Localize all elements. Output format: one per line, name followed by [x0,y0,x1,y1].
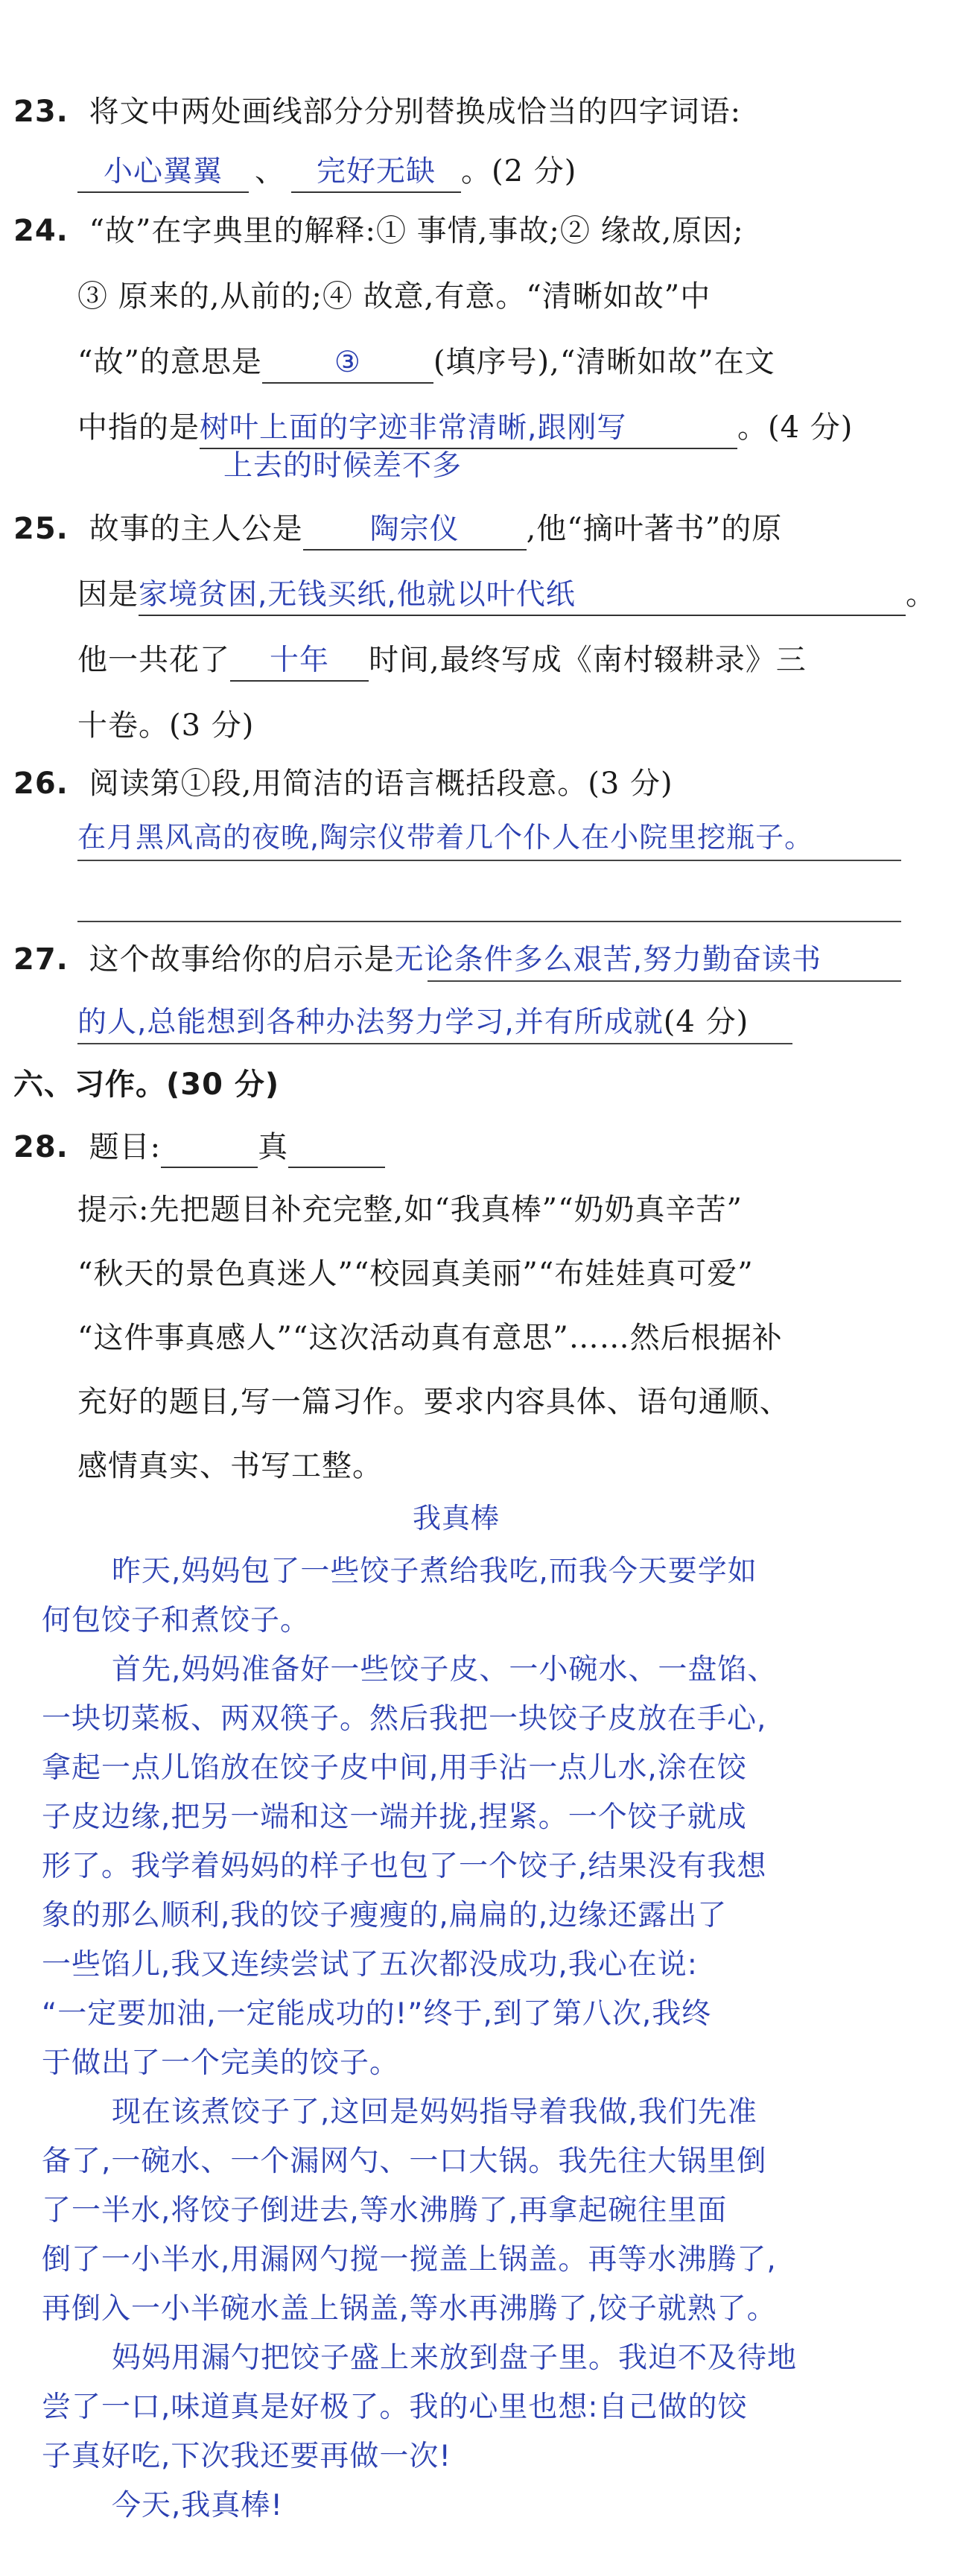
question-text: 十卷。(3 分) [77,708,255,743]
essay-line: 备了,一碗水、一个漏网勺、一口大锅。我先往大锅里倒 [42,2145,767,2178]
question-25-line3 [77,638,807,682]
question-text: 中指的是 [77,410,200,445]
essay-line: 今天,我真棒! [112,2489,284,2522]
title-blank [288,1128,385,1168]
answer-text: 无论条件多么艰苦,努力勤奋读书 [394,943,822,977]
essay-line: 了一半水,将饺子倒进去,等水沸腾了,再拿起碗往里面 [42,2194,728,2227]
essay-line: 子真好吃,下次我还要再做一次! [42,2440,452,2473]
question-text: 这个故事给你的启示是 [89,942,395,977]
essay-line: 尝了一口,味道真是好极了。我的心里也想:自己做的饺 [42,2391,748,2424]
question-text: “故”在字典里的解释:① 事情,事故;② 缘故,原因; [89,214,744,248]
essay-line: 首先,妈妈准备好一些饺子皮、一小碗水、一盘馅、 [112,1653,778,1687]
answer-rule [77,860,901,861]
essay-line: 拿起一点儿馅放在饺子皮中间,用手沾一点儿水,涂在饺 [42,1751,747,1785]
essay-line: 形了。我学着妈妈的样子也包了一个饺子,结果没有我想 [42,1850,767,1883]
answer-rule [77,921,901,922]
question-number: 27. [13,942,69,977]
answer-blank: 家境贫困,无钱买纸,他就以叶代纸 [139,576,906,616]
essay-line: “一定要加油,一定能成功的!”终于,到了第八次,我终 [42,1997,712,2031]
question-text: ,他“摘叶著书”的原 [526,512,783,546]
essay-line: 象的那么顺利,我的饺子瘦瘦的,扁扁的,边缘还露出了 [42,1899,728,1932]
answer-text: 的人,总能想到各种办法努力学习,并有所成就 [77,1006,664,1039]
separator: 、 [255,154,285,188]
answer-rule [77,1043,792,1044]
question-23 [13,89,741,134]
question-24-line3 [77,340,775,384]
essay-line: 子皮边缘,把另一端和这一端并拢,捏紧。一个饺子就成 [42,1801,747,1834]
answer-blank: 陶宗仪 [303,510,527,551]
question-number: 24. [13,214,69,248]
question-text: “故”的意思是 [77,345,262,379]
answer-blank: 树叶上面的字迹非常清晰,跟刚写 [200,409,737,449]
question-27-line2 [77,1000,749,1044]
essay-line: 一些馅儿,我又连续尝试了五次都没成功,我心在说: [42,1948,698,1982]
question-28 [13,1125,385,1170]
question-text: 阅读第①段,用简洁的语言概括段意。(3 分) [89,767,673,801]
question-25 [13,507,782,551]
question-24-line4 [77,405,853,450]
score-note: 。(2 分) [461,154,577,188]
section-heading: 六、习作。(30 分) [13,1067,280,1102]
essay-line: 于做出了一个完美的饺子。 [42,2046,400,2080]
question-number: 23. [13,95,69,129]
question-text: 因是 [77,577,139,612]
hint-line: 提示:先把题目补充完整,如“我真棒”“奶奶真辛苦” [77,1193,743,1227]
question-text: 题目: [89,1130,162,1164]
answer-blank: ③ [262,343,433,384]
essay-line: 一块切菜板、两双筷子。然后我把一块饺子皮放在手心, [42,1702,767,1736]
question-text: 将文中两处画线部分分别替换成恰当的四字词语: [89,95,742,129]
hint-line: “秋天的景色真迷人”“校园真美丽”“布娃娃真可爱” [77,1257,754,1291]
essay-line: 昨天,妈妈包了一些饺子煮给我吃,而我今天要学如 [112,1555,757,1588]
essay-line: 再倒入一小半碗水盖上锅盖,等水再沸腾了,饺子就熟了。 [42,2292,777,2326]
score-note: 。(4 分) [737,410,854,445]
question-number: 25. [13,512,69,546]
hint-line: 感情真实、书写工整。 [77,1449,383,1483]
question-23-answer-line [77,149,576,194]
question-text: ③ 原来的,从前的;④ 故意,有意。“清晰如故”中 [77,279,711,314]
question-number: 28. [13,1130,69,1164]
answer-rule [428,980,901,982]
answer-blank: 小心翼翼 [77,153,249,193]
essay-line: 何包饺子和煮饺子。 [42,1604,311,1637]
question-text: 故事的主人公是 [89,512,303,546]
hint-line: 充好的题目,写一篇习作。要求内容具体、语句通顺、 [77,1385,790,1419]
question-text: 时间,最终写成《南村辍耕录》三 [369,643,807,677]
essay-line: 现在该煮饺子了,这回是妈妈指导着我做,我们先准 [112,2096,757,2129]
question-text: 真 [258,1130,289,1164]
question-text: 他一共花了 [77,643,230,677]
essay-line: 妈妈用漏勺把饺子盛上来放到盘子里。我迫不及待地 [112,2341,798,2375]
question-27 [13,937,822,982]
answer-text: 在月黑风高的夜晚,陶宗仪带着几个仆人在小院里挖瓶子。 [77,821,814,854]
answer-continuation: 上去的时候差不多 [223,449,463,483]
score-note: (4 分) [663,1005,749,1039]
question-text: (填序号),“清晰如故”在文 [433,345,775,379]
title-blank [161,1128,258,1168]
answer-blank: 十年 [230,641,369,682]
question-25-line2 [77,572,936,617]
question-number: 26. [13,767,69,801]
essay-title: 我真棒 [413,1502,501,1535]
answer-blank: 完好无缺 [291,153,461,193]
hint-line: “这件事真感人”“这次活动真有意思”……然后根据补 [77,1321,783,1355]
question-text: 。 [906,577,936,612]
question-26 [13,761,673,806]
question-24 [13,209,744,253]
essay-line: 倒了一小半水,用漏网勺搅一搅盖上锅盖。再等水沸腾了, [42,2243,777,2277]
